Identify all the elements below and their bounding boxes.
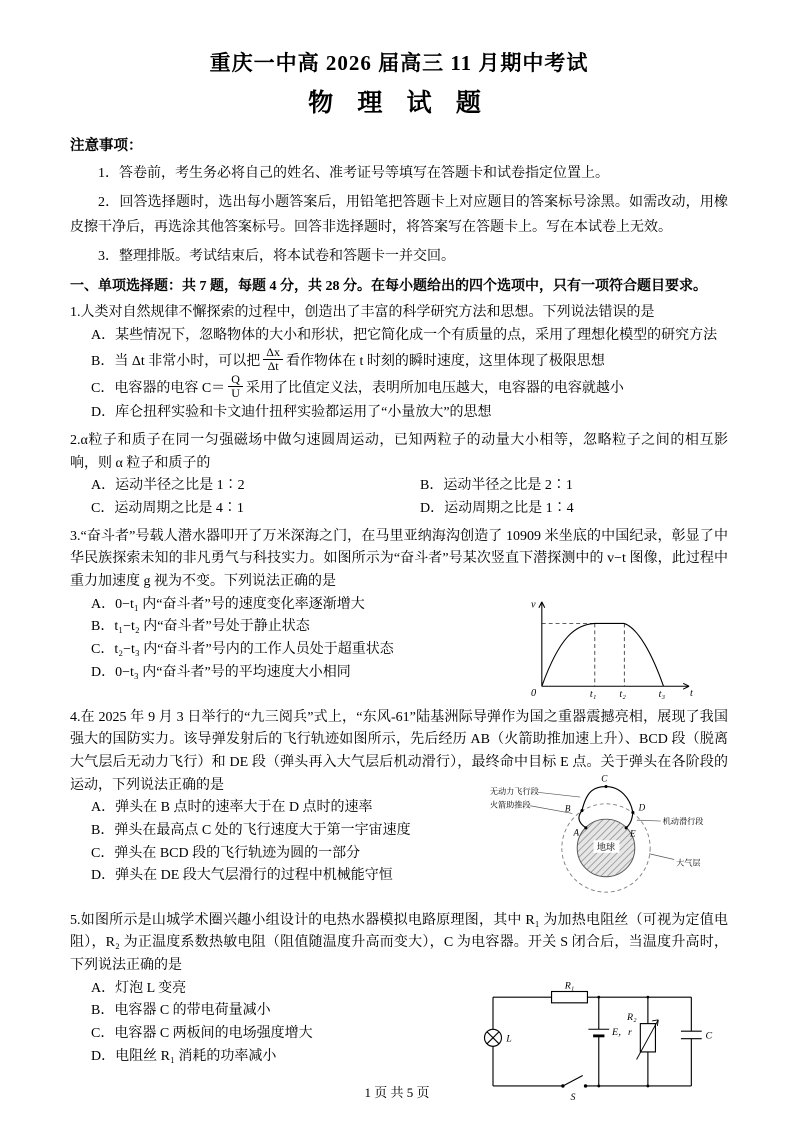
fraction-denominator: U	[231, 386, 240, 401]
q2-option-a: A．运动半径之比是 1∶2	[91, 478, 245, 494]
notice-item-1: 1．答卷前，考生务必将自己的姓名、准考证号等填写在答题卡和试卷指定位置上。	[98, 166, 609, 181]
point-a-label: A	[573, 827, 580, 838]
graph-t1: t₁	[589, 688, 597, 700]
q4-option-c: C．弹头在 BCD 段的飞行轨迹为圆的一部分	[91, 845, 361, 861]
fraction-numerator: Δx	[263, 346, 283, 360]
r2-label: R₂	[627, 1011, 637, 1023]
q1-option-d: D．库仑扭秤实验和卡文迪什扭秤实验都运用了“小量放大”的思想	[91, 405, 492, 421]
q1-option-b-fraction	[263, 346, 283, 373]
q2-option-c: C．运动周期之比是 4∶1	[91, 501, 244, 517]
label-glide-segment: 机动滑行段	[662, 816, 704, 826]
q4-trajectory-figure	[486, 773, 726, 898]
q4-option-d: D．弹头在 DE 段大气层滑行的过程中机械能守恒	[91, 868, 393, 884]
question-5	[70, 910, 728, 1104]
question-2	[70, 430, 728, 521]
fraction-numerator: Q	[228, 373, 243, 387]
exam-title: 重庆一中高 2026 届高三 11 月期中考试	[209, 51, 589, 75]
point-e-label: E	[630, 828, 636, 839]
q4-option-b: B．弹头在最高点 C 处的飞行速度大于第一宇宙速度	[91, 823, 411, 839]
page-footer: 1 页 共 5 页	[364, 1084, 430, 1100]
q1-option-b-post: 看作物体在 t 时刻的瞬时速度，这里体现了极限思想	[285, 353, 605, 369]
notice-heading: 注意事项：	[70, 137, 143, 154]
q2-options	[70, 475, 728, 520]
q1-option-a: A．某些情况下，忽略物体的大小和形状，把它简化成一个有质量的点，采用了理想化模型的研究方法	[91, 327, 718, 343]
graph-t2: t₂	[619, 688, 626, 700]
question-3	[70, 526, 728, 702]
q4-stem: 4.在 2025 年 9 月 3 日举行的“九三阅兵”式上，“东风-61”陆基洲际导弹作为国之重器震撼亮相，展现了我国强大的国防实力。该导弹发射后的飞行轨迹如图所示，先后经历 AB（火箭助推加速上升）、BCD 段（脱离大气层后无动力飞行）和 DE 段（弹头再入大气层后机动滑行），最终命中目标 E 点。关于弹头在各阶段的运动，下列说法正确的是	[70, 709, 728, 793]
q5-option-b: B．电容器 C 的带电荷量减小	[91, 1003, 271, 1019]
q5-option-d: D．电阻丝 R₁ 消耗的功率减小	[91, 1048, 277, 1064]
q1-option-c-post: 采用了比值定义法，表明所加电压越大，电容器的电容就越小	[245, 380, 624, 396]
q3-option-d: D．0−t₃ 内“奋斗者”号的平均速度大小相同	[91, 664, 351, 680]
battery-label: E，r	[612, 1026, 632, 1038]
graph-ylabel: v	[531, 599, 536, 611]
section-1-heading: 一、单项选择题：共 7 题，每题 4 分，共 28 分。在每小题给出的四个选项中，只有一项符合题目要求。	[70, 278, 707, 294]
q5-option-c: C．电容器 C 两板间的电场强度增大	[91, 1026, 313, 1042]
q1-option-c-fraction	[228, 373, 243, 400]
question-4	[70, 707, 728, 905]
q5-option-a: A．灯泡 L 变亮	[91, 980, 187, 996]
graph-xlabel: t	[690, 687, 693, 699]
q1-option-b-pre: B．当 Δt 非常小时，可以把	[91, 353, 261, 369]
q5-stem: 5.如图所示是山城学术圈兴趣小组设计的电热水器模拟电路原理图，其中 R₁ 为加热电阻丝（可视为定值电阻），R₂ 为正温度系数热敏电阻（阻值随温度升高而变大），C 为电容器。开关 S 闭合后，当温度升高时，下列说法正确的是	[70, 912, 728, 974]
q2-option-d: D．运动周期之比是 1∶4	[420, 501, 574, 517]
q3-option-c: C．t₂−t₃ 内“奋斗者”号内的工作人员处于超重状态	[91, 642, 394, 658]
exam-subject-title: 物 理 试 题	[308, 90, 490, 118]
fraction-denominator: Δt	[267, 358, 279, 373]
graph-origin: 0	[531, 687, 537, 699]
label-atmosphere: 大气层	[676, 858, 701, 868]
q2-stem: 2.α粒子和质子在同一匀强磁场中做匀速圆周运动，已知两粒子的动量大小相等，忽略粒子之间的相互影响，则 α 粒子和质子的	[70, 433, 728, 471]
notice-item-2: 2．回答选择题时，选出每小题答案后，用铅笔把答题卡上对应题目的答案标号涂黑。如需改动，用橡皮擦干净后，再选涂其他答案标号。回答非选择题时，将答案写在答题卡上。写在本试卷上无效。	[70, 194, 728, 235]
q2-option-b: B．运动半径之比是 2∶1	[420, 478, 573, 494]
switch-label: S	[570, 1091, 576, 1103]
notice-section	[70, 135, 728, 270]
lamp-label: L	[506, 1033, 512, 1045]
question-1	[70, 302, 728, 425]
label-boost-segment: 火箭助推段	[489, 800, 531, 810]
q1-stem: 1.人类对自然规律不懈探索的过程中，创造出了丰富的科学研究方法和思想。下列说法错误的是	[70, 305, 655, 321]
q1-option-c	[70, 372, 728, 402]
graph-t3: t₃	[658, 688, 666, 700]
notice-item-3: 3．整理排版。考试结束后，将本试卷和答题卡一并交回。	[98, 248, 455, 264]
r1-label: R₁	[564, 980, 575, 992]
point-c-label: C	[601, 773, 608, 784]
q3-stem: 3.“奋斗者”号载人潜水器叩开了万米深海之门，在马里亚纳海沟创造了 10909 米坐底的中国纪录，彰显了中华民族探索未知的非凡勇气与科技实力。如图所示为“奋斗者”号某次竖直下潜探测中的 v−t 图像，此过程中重力加速度 g 视为不变。下列说法正确的是	[70, 528, 728, 590]
earth-label: 地球	[596, 841, 616, 852]
q1-option-b	[70, 344, 728, 375]
q3-option-a: A．0−t₁ 内“奋斗者”号的速度变化率逐渐增大	[91, 596, 365, 612]
q4-option-a: A．弹头在 B 点时的速率大于在 D 点时的速率	[91, 800, 373, 816]
capacitor-label: C	[705, 1030, 713, 1042]
q1-option-c-pre: C．电容器的电容 C＝	[91, 380, 226, 396]
resistor-r1-symbol	[552, 991, 588, 1002]
q3-option-b: B．t₁−t₂ 内“奋斗者”号处于静止状态	[91, 619, 310, 635]
point-b-label: B	[564, 803, 571, 814]
point-d-label: D	[638, 802, 646, 813]
q3-vt-graph	[526, 594, 698, 700]
label-no-power-segment: 无动力飞行段	[489, 786, 539, 796]
